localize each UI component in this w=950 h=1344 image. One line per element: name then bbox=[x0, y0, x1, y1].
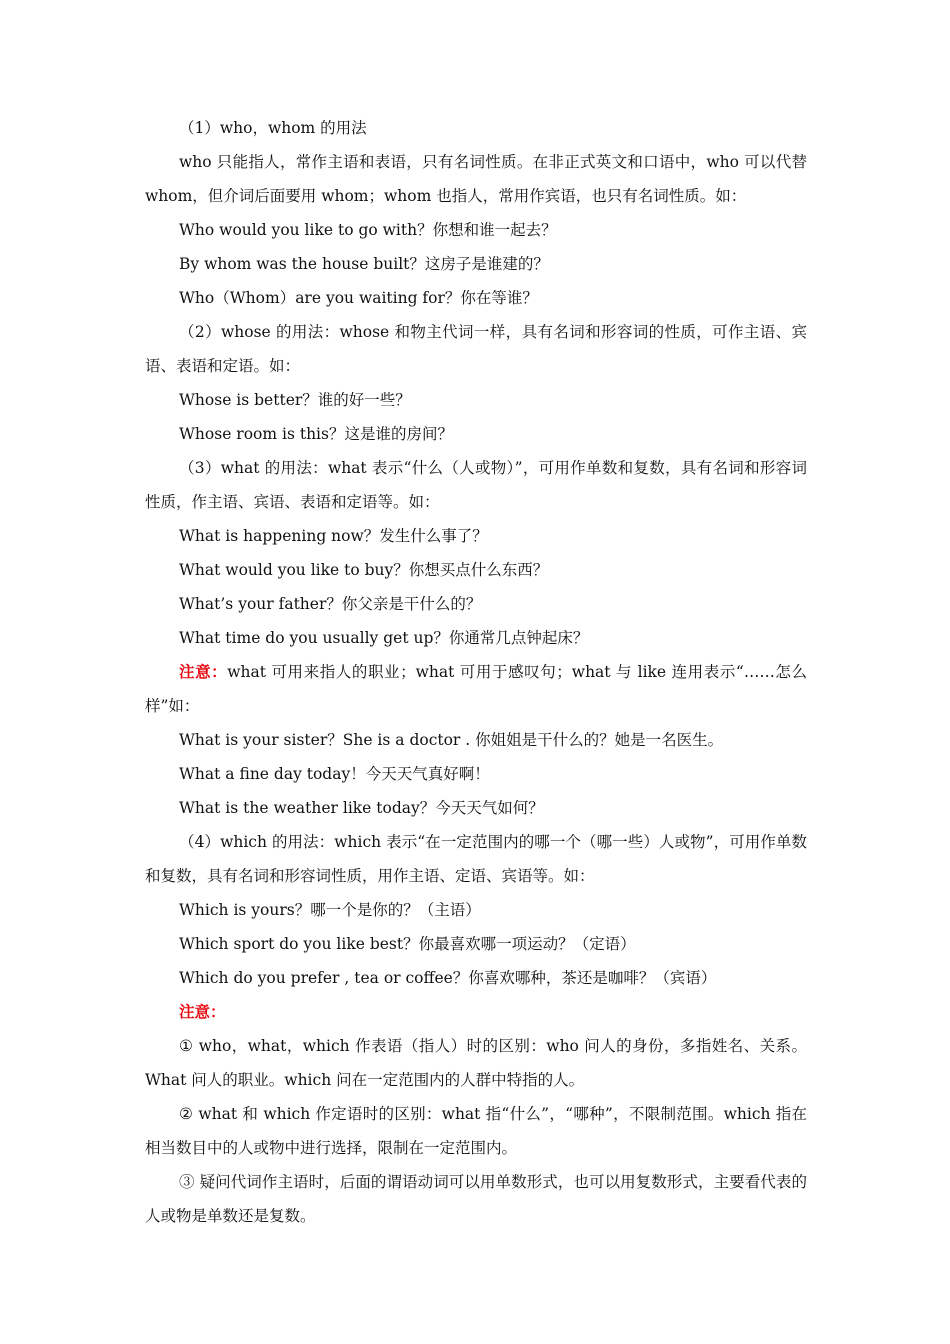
example-sentence: What time do you usually get up？你通常几点钟起床？ bbox=[179, 629, 589, 647]
example-sentence: What is the weather like today？今天天气如何？ bbox=[179, 799, 544, 817]
example-sentence: Which do you prefer , tea or coffee？你喜欢哪种，茶还是咖啡？（宾语） bbox=[179, 969, 717, 987]
example-sentence: Who would you like to go with？你想和谁一起去？ bbox=[179, 221, 557, 239]
example-sentence: Which sport do you like best？你最喜欢哪一项运动？（定语） bbox=[179, 935, 636, 953]
paragraph-what: （3）what 的用法：what 表示“什么（人或物）”，可用作单数和复数，具有名词和形容词性质，作主语、宾语、表语和定语等。如： bbox=[145, 459, 807, 511]
note-heading bbox=[145, 995, 807, 1029]
note-text: what 可用来指人的职业；what 可用于感叹句；what 与 like 连用表示“……怎么样”如： bbox=[145, 663, 807, 715]
example-sentence: What is your sister？She is a doctor . 你姐姐是干什么的？她是一名医生。 bbox=[179, 731, 724, 749]
note-item-3: ③ 疑问代词作主语时，后面的谓语动词可以用单数形式，也可以用复数形式，主要看代表的人或物是单数还是复数。 bbox=[145, 1173, 807, 1225]
section-heading-who-whom: （1）who，whom 的用法 bbox=[179, 119, 367, 137]
paragraph-whose: （2）whose 的用法：whose 和物主代词一样，具有名词和形容词的性质，可作主语、宾语、表语和定语。如： bbox=[145, 323, 807, 375]
note-paragraph-what bbox=[145, 655, 807, 723]
example-sentence: What would you like to buy？你想买点什么东西？ bbox=[179, 561, 549, 579]
example-sentence: Who（Whom）are you waiting for？你在等谁？ bbox=[179, 289, 538, 307]
example-sentence: Whose is better？谁的好一些？ bbox=[179, 391, 411, 409]
example-sentence: What a fine day today！今天天气真好啊！ bbox=[179, 765, 490, 783]
note-item-1: ① who，what，which 作表语（指人）时的区别：who 问人的身份，多指姓名、关系。What 问人的职业。which 问在一定范围内的人群中特指的人。 bbox=[145, 1037, 807, 1089]
example-sentence: Whose room is this？这是谁的房间？ bbox=[179, 425, 453, 443]
document-body bbox=[145, 111, 807, 1233]
example-sentence: What’s your father？你父亲是干什么的？ bbox=[179, 595, 482, 613]
example-sentence: By whom was the house built？这房子是谁建的？ bbox=[179, 255, 549, 273]
example-sentence: What is happening now？发生什么事了？ bbox=[179, 527, 488, 545]
paragraph-which: （4）which 的用法：which 表示“在一定范围内的哪一个（哪一些）人或物”，可用作单数和复数，具有名词和形容词性质，用作主语、定语、宾语等。如： bbox=[145, 833, 807, 885]
note-label: 注意： bbox=[179, 1002, 226, 1021]
example-sentence: Which is yours？哪一个是你的？（主语） bbox=[179, 901, 481, 919]
note-label: 注意： bbox=[179, 662, 228, 681]
note-item-2: ② what 和 which 作定语时的区别：what 指“什么”，“哪种”，不限制范围。which 指在相当数目中的人或物中进行选择，限制在一定范围内。 bbox=[145, 1105, 807, 1157]
paragraph-who-whom: who 只能指人，常作主语和表语，只有名词性质。在非正式英文和口语中，who 可以代替 whom，但介词后面要用 whom；whom 也指人，常用作宾语，也只有名词性质。如： bbox=[145, 153, 807, 205]
